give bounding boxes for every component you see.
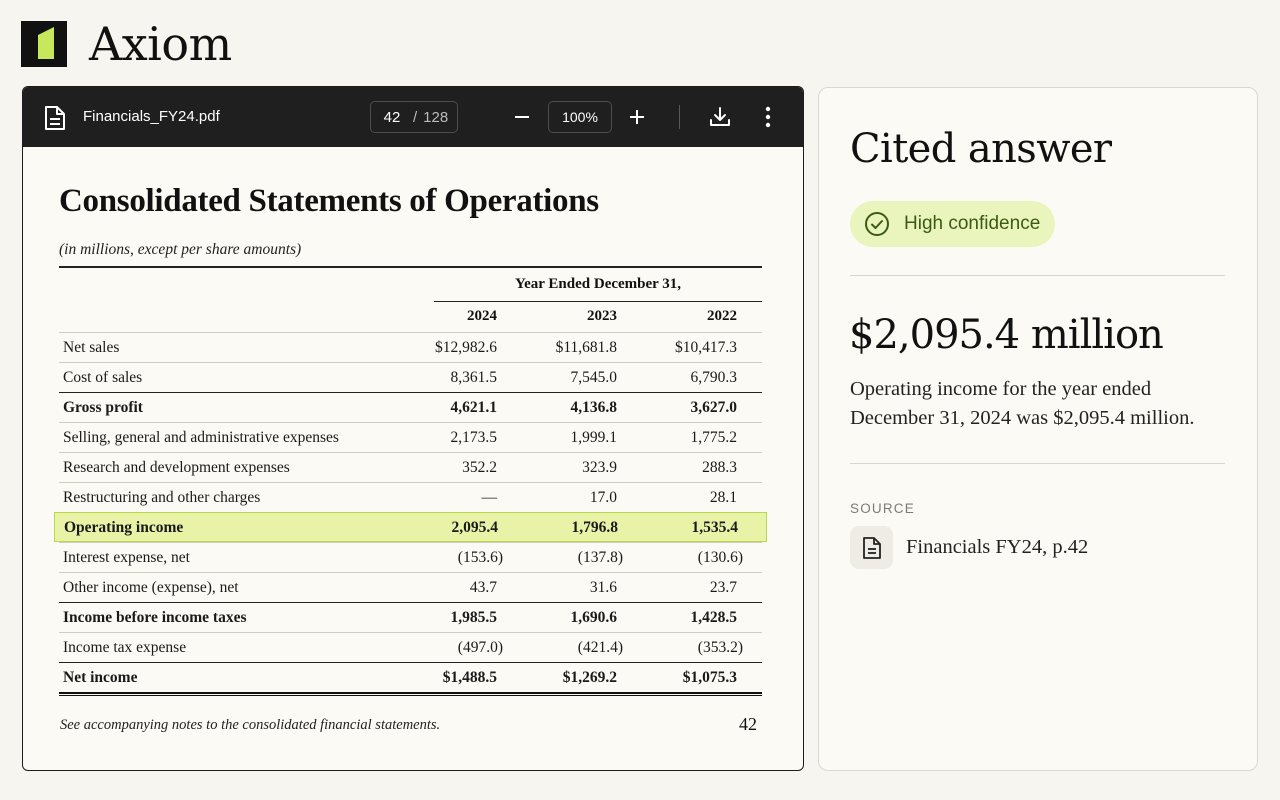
year-header: 2022 — [707, 308, 737, 324]
row-value: 17.0 — [589, 489, 617, 506]
row-value: $1,488.5 — [442, 669, 497, 686]
axiom-logo-icon — [21, 21, 67, 67]
table-row — [59, 662, 762, 692]
row-label: Net sales — [63, 339, 120, 356]
table-row — [59, 542, 762, 572]
source-text: Financials FY24, p.42 — [906, 536, 1089, 558]
document-footnote: See accompanying notes to the consolidated financial statements. — [60, 717, 441, 733]
zoom-out-button[interactable] — [506, 101, 538, 133]
row-value: 1,428.5 — [690, 609, 737, 626]
table-row — [59, 602, 762, 632]
row-value: 43.7 — [469, 579, 497, 596]
year-header-row — [59, 303, 762, 332]
source-document-icon — [850, 526, 893, 569]
table-row — [59, 572, 762, 602]
zoom-level[interactable]: 100% — [548, 101, 612, 133]
table-top-rule — [59, 266, 762, 268]
confidence-badge — [850, 201, 1055, 247]
more-options-button[interactable] — [752, 101, 784, 133]
row-value: 23.7 — [709, 579, 737, 596]
row-value: 1,690.6 — [570, 609, 617, 626]
table-row — [59, 452, 762, 482]
table-bottom-rule — [59, 692, 762, 696]
viewer-toolbar — [23, 87, 803, 147]
row-value: 4,136.8 — [570, 399, 617, 416]
row-value: 6,790.3 — [690, 369, 737, 386]
row-value: (153.6) — [457, 549, 503, 566]
confidence-label: High confidence — [904, 213, 1041, 234]
table-row — [59, 422, 762, 452]
row-value: 2,173.5 — [450, 429, 497, 446]
row-value: (353.2) — [697, 639, 743, 656]
row-value: (130.6) — [697, 549, 743, 566]
table-row — [59, 362, 762, 392]
row-label: Restructuring and other charges — [63, 489, 261, 506]
cited-answer-panel — [818, 87, 1258, 771]
row-value: 1,796.8 — [571, 519, 618, 536]
document-icon — [44, 105, 66, 131]
page-current-input[interactable]: 42 — [383, 108, 401, 126]
answer-value: $2,095.4 million — [849, 312, 1163, 358]
row-label: Income tax expense — [63, 639, 187, 656]
row-label: Cost of sales — [63, 369, 143, 386]
row-label: Research and development expenses — [63, 459, 290, 476]
document-title: Consolidated Statements of Operations — [59, 183, 599, 219]
row-value: $1,075.3 — [682, 669, 737, 686]
source-link[interactable] — [850, 526, 1088, 569]
year-header: 2024 — [467, 308, 497, 324]
source-label: SOURCE — [850, 501, 915, 516]
zoom-in-button[interactable] — [621, 101, 653, 133]
column-group-header: Year Ended December 31, — [514, 276, 682, 292]
answer-title: Cited answer — [850, 126, 1112, 172]
row-label: Operating income — [64, 519, 184, 536]
plus-icon — [628, 108, 646, 126]
file-name: Financials_FY24.pdf — [83, 108, 220, 125]
row-value: 1,775.2 — [690, 429, 737, 446]
divider — [850, 463, 1225, 464]
table-row — [59, 482, 762, 512]
page-total: 128 — [423, 108, 449, 126]
table-row — [59, 632, 762, 662]
row-value: 28.1 — [709, 489, 737, 506]
row-value: 288.3 — [702, 459, 737, 476]
row-label: Gross profit — [63, 399, 143, 416]
page-indicator[interactable] — [370, 101, 458, 133]
row-value: $10,417.3 — [675, 339, 737, 356]
row-value: — — [481, 489, 497, 506]
row-label: Selling, general and administrative expenses — [63, 429, 339, 446]
column-group-rule — [434, 301, 762, 302]
row-value: 1,999.1 — [570, 429, 617, 446]
row-value: 8,361.5 — [450, 369, 497, 386]
more-vertical-icon — [765, 106, 771, 128]
brand — [21, 17, 232, 71]
row-value: 352.2 — [462, 459, 497, 476]
row-value: (137.8) — [577, 549, 623, 566]
row-value: (497.0) — [457, 639, 503, 656]
row-value: $11,681.8 — [555, 339, 617, 356]
table-body — [59, 332, 762, 692]
pdf-viewer — [22, 86, 804, 771]
table-row — [59, 332, 762, 362]
answer-description: Operating income for the year ended December 31, 2024 was $2,095.4 million. — [850, 378, 1195, 429]
row-label: Income before income taxes — [63, 609, 247, 626]
row-value: (421.4) — [577, 639, 623, 656]
table-row-highlighted — [54, 512, 767, 542]
row-value: $1,269.2 — [562, 669, 617, 686]
year-header: 2023 — [587, 308, 617, 324]
minus-icon — [513, 108, 531, 126]
row-value: 2,095.4 — [451, 519, 498, 536]
row-value: 323.9 — [582, 459, 617, 476]
download-icon — [709, 106, 731, 128]
toolbar-divider — [679, 105, 680, 129]
row-value: 31.6 — [589, 579, 617, 596]
row-value: 1,535.4 — [691, 519, 738, 536]
table-row — [59, 392, 762, 422]
document-page — [23, 147, 803, 770]
download-button[interactable] — [704, 101, 736, 133]
document-page-number: 42 — [739, 714, 757, 734]
check-circle-icon — [864, 211, 890, 237]
page-separator: / — [413, 108, 418, 126]
brand-name: Axiom — [89, 17, 232, 71]
document-subtitle: (in millions, except per share amounts) — [59, 241, 302, 258]
row-label: Interest expense, net — [63, 549, 190, 566]
row-value: 4,621.1 — [450, 399, 497, 416]
row-value: $12,982.6 — [435, 339, 497, 356]
row-value: 7,545.0 — [570, 369, 617, 386]
divider — [850, 275, 1225, 276]
row-label: Net income — [63, 669, 138, 686]
row-value: 1,985.5 — [450, 609, 497, 626]
row-label: Other income (expense), net — [63, 579, 239, 596]
row-value: 3,627.0 — [690, 399, 737, 416]
